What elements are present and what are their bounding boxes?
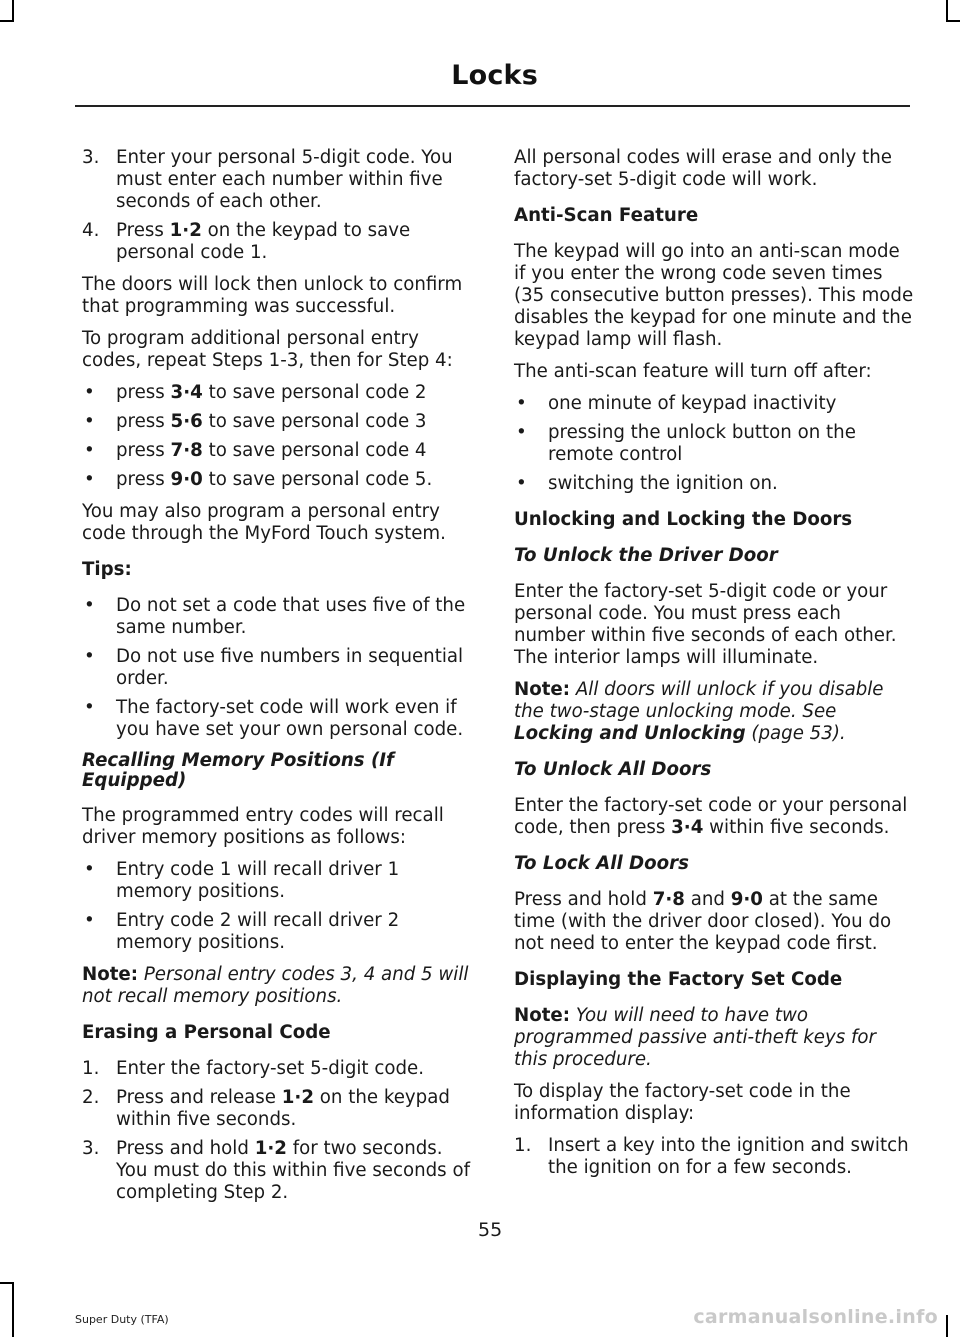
subheading-unlock-all: To Unlock All Doors (514, 759, 712, 780)
subheading-driver-door: To Unlock the Driver Door (514, 545, 778, 566)
text-run: at the same time (with the driver door closed). You do not need to enter the keypad code first. (514, 889, 892, 954)
subheading-lock-all: To Lock All Doors (514, 853, 689, 874)
text-run: on the keypad within five seconds. (116, 1087, 450, 1130)
step-number: 3. (82, 147, 100, 168)
list-item (82, 1138, 477, 1204)
paragraph: You may also program a personal entry code through the MyFord Touch system. (82, 501, 446, 544)
crop-mark (12, 0, 14, 20)
list-item (82, 1087, 477, 1131)
list-item (82, 859, 477, 903)
keypad-code: 7·8 (170, 440, 203, 461)
list-item (514, 422, 914, 466)
text-run: The factory-set code will work even if you have set your own personal code. (116, 697, 464, 740)
cross-reference-link[interactable]: Locking and Unlocking (514, 723, 746, 744)
step-number: 2. (82, 1087, 100, 1108)
text-run: press (116, 411, 171, 432)
list-item (514, 473, 914, 495)
list-item (82, 440, 477, 462)
text-run: to save personal code 5. (202, 469, 433, 490)
paragraph (514, 795, 914, 839)
list-item (82, 910, 477, 954)
text-run: press (116, 469, 171, 490)
keypad-code: 9·0 (730, 889, 763, 910)
list-item (82, 411, 477, 433)
note-label: Note: (514, 1005, 571, 1026)
bullet-marker: • (84, 859, 95, 880)
personal-code-list (82, 382, 477, 491)
antiscan-list (514, 393, 914, 495)
list-item (82, 469, 477, 491)
text-run: to save personal code 4 (202, 440, 427, 461)
keypad-code: 1·2 (169, 220, 202, 241)
right-column (514, 147, 914, 1189)
page-number: 55 (478, 1219, 503, 1241)
list-item (514, 393, 914, 415)
text-run: one minute of keypad inactivity (548, 393, 837, 414)
section-heading-recall: Recalling Memory Positions (If Equipped) (82, 750, 394, 791)
note-text: You will need to have two programmed passive anti-theft keys for this procedure. (514, 1005, 877, 1070)
left-column (82, 147, 477, 1214)
text-run: for two seconds. You must do this within five seconds of completing Step 2. (116, 1138, 470, 1203)
text-run: Enter your personal 5-digit code. You must enter each number within five seconds of each other. (116, 147, 453, 212)
keypad-code: 7·8 (652, 889, 685, 910)
recall-list (82, 859, 477, 954)
page-title: Locks (451, 60, 538, 91)
list-item (82, 646, 477, 690)
bullet-marker: • (84, 440, 95, 461)
footer-doc-title: Super Duty (TFA) (75, 1313, 169, 1326)
bullet-marker: • (84, 382, 95, 403)
step-number: 4. (82, 220, 100, 241)
text-run: press (116, 440, 171, 461)
section-heading-display-code: Displaying the Factory Set Code (514, 969, 843, 990)
bullet-marker: • (84, 910, 95, 931)
list-item (82, 595, 477, 639)
crop-mark (0, 1282, 14, 1284)
section-heading-unlocking: Unlocking and Locking the Doors (514, 509, 853, 530)
note (514, 679, 914, 745)
crop-mark (946, 1315, 948, 1337)
text-run: Entry code 1 will recall driver 1 memory positions. (116, 859, 400, 902)
step-number: 1. (82, 1058, 100, 1079)
crop-mark (12, 1282, 14, 1337)
watermark: carmanualsonline.info (693, 1306, 938, 1328)
note-label: Note: (82, 964, 139, 985)
paragraph: All personal codes will erase and only the factory-set 5-digit code will work. (514, 147, 892, 190)
keypad-code: 9·0 (170, 469, 203, 490)
list-item (82, 1058, 477, 1080)
paragraph: To program additional personal entry codes, repeat Steps 1-3, then for Step 4: (82, 328, 453, 371)
section-heading-antiscan: Anti-Scan Feature (514, 205, 699, 226)
text-run: Do not use five numbers in sequential order. (116, 646, 464, 689)
keypad-code: 5·6 (170, 411, 203, 432)
keypad-code: 1·2 (254, 1138, 287, 1159)
text-run: pressing the unlock button on the remote control (548, 422, 856, 465)
text-run: within five seconds. (703, 817, 890, 838)
text-run: to save personal code 2 (202, 382, 427, 403)
paragraph (514, 889, 914, 955)
bullet-marker: • (516, 393, 527, 414)
text-run: to save personal code 3 (202, 411, 427, 432)
page-reference: (page 53). (745, 723, 846, 744)
list-item (82, 697, 477, 741)
text-run: Press and hold (514, 889, 653, 910)
keypad-code: 3·4 (170, 382, 203, 403)
text-run: on the keypad to save personal code 1. (116, 220, 411, 263)
note-text: Personal entry codes 3, 4 and 5 will not recall memory positions. (82, 964, 469, 1007)
bullet-marker: • (516, 422, 527, 443)
keypad-code: 1·2 (281, 1087, 314, 1108)
paragraph: The keypad will go into an anti-scan mode if you enter the wrong code seven times (35 consecutive button presses). This mode disables the keypad for one minute and the keypad lamp will flash. (514, 241, 914, 350)
text-run: Enter the factory-set 5-digit code. (116, 1058, 424, 1079)
note-label: Note: (514, 679, 571, 700)
crop-mark (946, 20, 960, 22)
header-divider (75, 105, 910, 107)
text-run: Press (116, 220, 170, 241)
text-run: Insert a key into the ignition and switch the ignition on for a few seconds. (548, 1135, 909, 1178)
programming-steps (82, 147, 477, 264)
bullet-marker: • (84, 411, 95, 432)
step-number: 1. (514, 1135, 532, 1156)
list-item (82, 382, 477, 404)
list-item (514, 1135, 914, 1179)
note-text: All doors will unlock if you disable the two-stage unlocking mode. See (514, 679, 884, 722)
paragraph: To display the factory-set code in the information display: (514, 1081, 851, 1124)
bullet-marker: • (84, 595, 95, 616)
keypad-code: 3·4 (671, 817, 704, 838)
erase-steps (82, 1058, 477, 1204)
bullet-marker: • (84, 646, 95, 667)
text-run: Press and hold (116, 1138, 255, 1159)
list-item (82, 147, 477, 213)
note (514, 1005, 914, 1071)
list-item (82, 220, 477, 264)
text-run: Do not set a code that uses five of the same number. (116, 595, 466, 638)
text-run: Entry code 2 will recall driver 2 memory positions. (116, 910, 400, 953)
crop-mark (0, 20, 14, 22)
tips-list (82, 595, 477, 741)
paragraph: The programmed entry codes will recall driver memory positions as follows: (82, 805, 444, 848)
note (82, 964, 477, 1008)
section-heading-erase: Erasing a Personal Code (82, 1022, 331, 1043)
text-run: press (116, 382, 171, 403)
text-run: switching the ignition on. (548, 473, 778, 494)
text-run: and (684, 889, 731, 910)
step-number: 3. (82, 1138, 100, 1159)
paragraph: The anti-scan feature will turn off after: (514, 361, 872, 382)
display-steps (514, 1135, 914, 1179)
bullet-marker: • (84, 469, 95, 490)
paragraph: The doors will lock then unlock to confirm that programming was successful. (82, 274, 463, 317)
bullet-marker: • (84, 697, 95, 718)
text-run: Press and release (116, 1087, 282, 1108)
bullet-marker: • (516, 473, 527, 494)
crop-mark (946, 0, 948, 20)
tips-heading: Tips: (82, 559, 132, 580)
paragraph: Enter the factory-set 5-digit code or your personal code. You must press each number within five seconds of each other. The interior lamps will illuminate. (514, 581, 897, 668)
text-run: Enter the factory-set code or your personal code, then press (514, 795, 908, 838)
